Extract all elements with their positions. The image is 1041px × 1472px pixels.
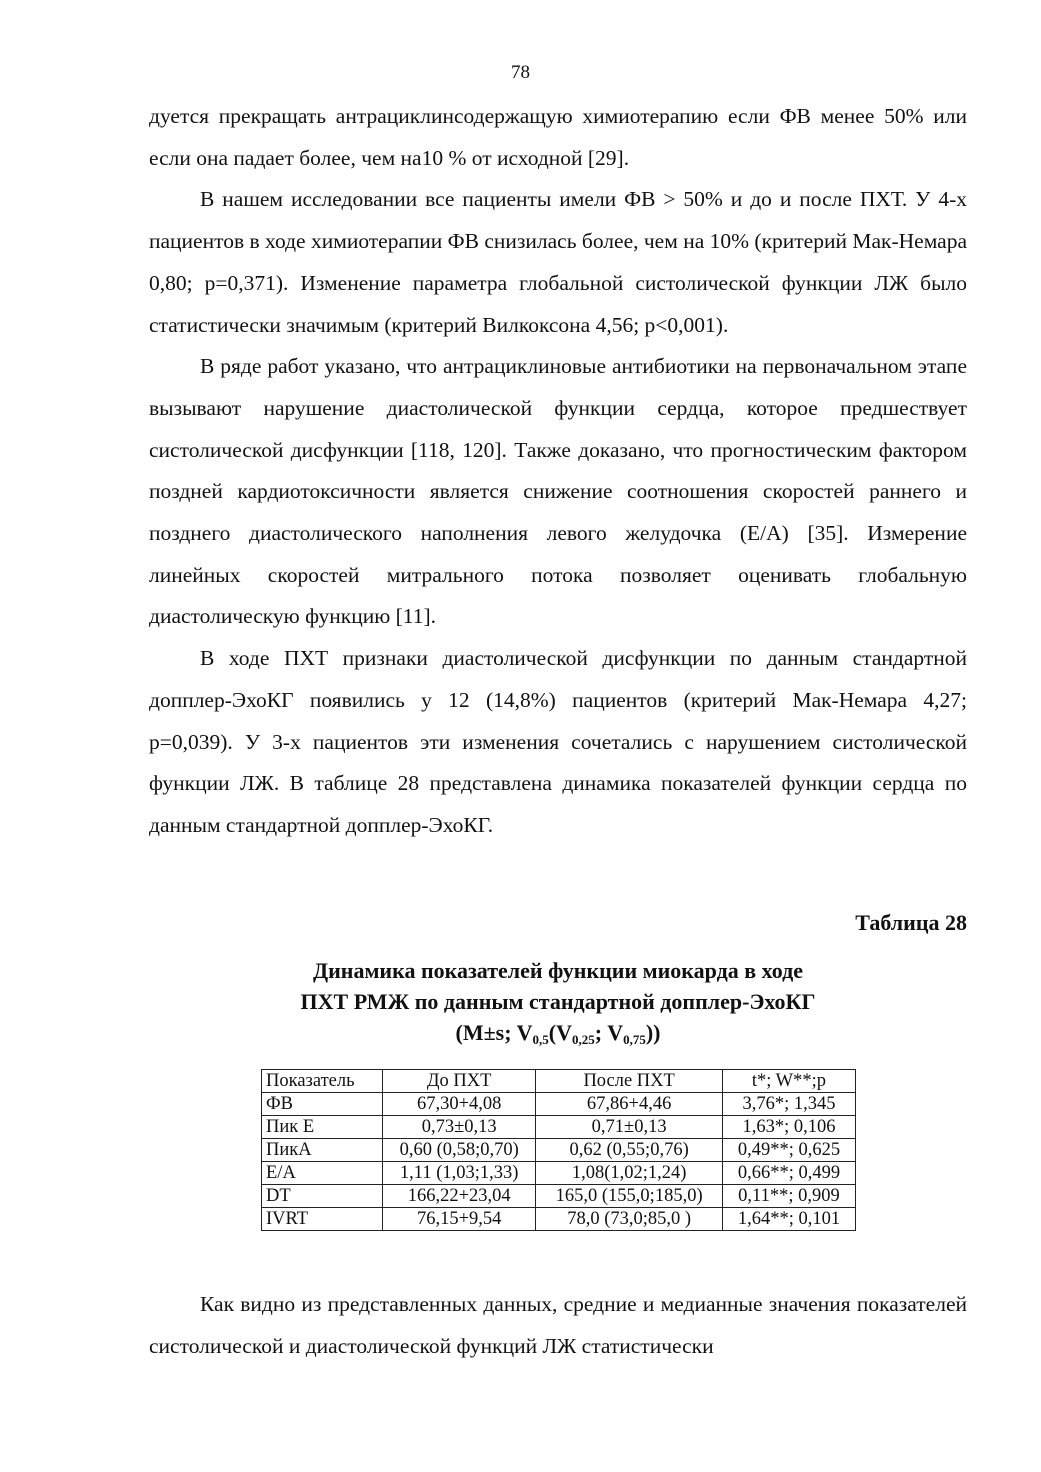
- caption-text: )): [645, 1020, 661, 1045]
- body-text-bottom: [149, 1284, 967, 1367]
- table-cell: ПикА: [262, 1139, 383, 1162]
- table-cell: ФВ: [262, 1093, 383, 1116]
- table-cell: Пик Е: [262, 1116, 383, 1139]
- table-cell: 0,71±0,13: [536, 1116, 723, 1139]
- table-cell: 3,76*; 1,345: [722, 1093, 855, 1116]
- header-cell: t*; W**;p: [722, 1070, 855, 1093]
- table-cell: 166,22+23,04: [383, 1185, 536, 1208]
- caption-subscript: 0,25: [572, 1032, 595, 1047]
- paragraph: В нашем исследовании все пациенты имели ФВ > 50% и до и после ПХТ. У 4-х пациентов в ходе химиотерапии ФВ снизилась более, чем на 10% (критерий Мак-Немара 0,80; p=0,371). Изменение параметра глобальной систолической функции ЛЖ было статистически значимым (критерий Вилкоксона 4,56; p<0,001).: [149, 187, 967, 337]
- header-cell: Показатель: [262, 1070, 383, 1093]
- table-cell: 1,08(1,02;1,24): [536, 1162, 723, 1185]
- paragraph: В ряде работ указано, что антрациклиновые антибиотики на первоначальном этапе вызывают нарушение диастолической функции сердца, которое предшествует систолической дисфункции [118, 120]. Также доказано, что прогностическим фактором поздней кардиотоксичности является снижение соотношения скоростей раннего и позднего диастолического наполнения левого желудочка (Е/А) [35]. Измерение линейных скоростей митрального потока позволяет оценивать глобальную диастолическую функцию [11].: [149, 354, 967, 629]
- table-cell: Е/А: [262, 1162, 383, 1185]
- caption-subscript: 0,5: [532, 1032, 549, 1047]
- table-cell: 165,0 (155,0;185,0): [536, 1185, 723, 1208]
- header-cell: После ПХТ: [536, 1070, 723, 1093]
- table-cell: 67,30+4,08: [383, 1093, 536, 1116]
- table-row: [262, 1116, 856, 1139]
- table-cell: 1,63*; 0,106: [722, 1116, 855, 1139]
- table-cell: 0,73±0,13: [383, 1116, 536, 1139]
- caption-text: ; V: [594, 1020, 624, 1045]
- data-table: [261, 1069, 856, 1231]
- table-row: [262, 1208, 856, 1231]
- table-cell: 1,11 (1,03;1,33): [383, 1162, 536, 1185]
- table-cell: 0,60 (0,58;0,70): [383, 1139, 536, 1162]
- table-cell: 78,0 (73,0;85,0 ): [536, 1208, 723, 1231]
- table-cell: IVRT: [262, 1208, 383, 1231]
- table-row: [262, 1139, 856, 1162]
- body-text-top: [149, 96, 967, 847]
- paragraph: Как видно из представленных данных, средние и медианные значения показателей систолической и диастолической функций ЛЖ статистически: [149, 1292, 967, 1358]
- table-cell: DT: [262, 1185, 383, 1208]
- caption-line: ПХТ РМЖ по данным стандартной допплер-ЭхоКГ: [300, 989, 816, 1014]
- caption-line: Динамика показателей функции миокарда в ходе: [312, 958, 804, 983]
- table-cell: 76,15+9,54: [383, 1208, 536, 1231]
- table-cell: 1,64**; 0,101: [722, 1208, 855, 1231]
- table-cell: 0,49**; 0,625: [722, 1139, 855, 1162]
- table-caption: [149, 955, 967, 1055]
- table-cell: 0,66**; 0,499: [722, 1162, 855, 1185]
- table-row: [262, 1162, 856, 1185]
- table-cell: 0,62 (0,55;0,76): [536, 1139, 723, 1162]
- page-number: 78: [511, 62, 530, 83]
- table-header-row: [262, 1070, 856, 1093]
- caption-text: (M±s; V: [455, 1020, 533, 1045]
- caption-text: (V: [548, 1020, 573, 1045]
- table-label: Таблица 28: [855, 910, 967, 935]
- caption-subscript: 0,75: [623, 1032, 646, 1047]
- caption-line-formula: [149, 1017, 967, 1055]
- table-cell: 67,86+4,46: [536, 1093, 723, 1116]
- table-row: [262, 1093, 856, 1116]
- paragraph: В ходе ПХТ признаки диастолической дисфункции по данным стандартной допплер-ЭхоКГ появились у 12 (14,8%) пациентов (критерий Мак-Немара 4,27; p=0,039). У 3-х пациентов эти изменения сочетались с нарушением систолической функции ЛЖ. В таблице 28 представлена динамика показателей функции сердца по данным стандартной допплер-ЭхоКГ.: [149, 646, 967, 837]
- table-row: [262, 1185, 856, 1208]
- header-cell: До ПХТ: [383, 1070, 536, 1093]
- table-cell: 0,11**; 0,909: [722, 1185, 855, 1208]
- paragraph: дуется прекращать антрациклинсодержащую химиотерапию если ФВ менее 50% или если она падает более, чем на10 % от исходной [29].: [149, 104, 967, 170]
